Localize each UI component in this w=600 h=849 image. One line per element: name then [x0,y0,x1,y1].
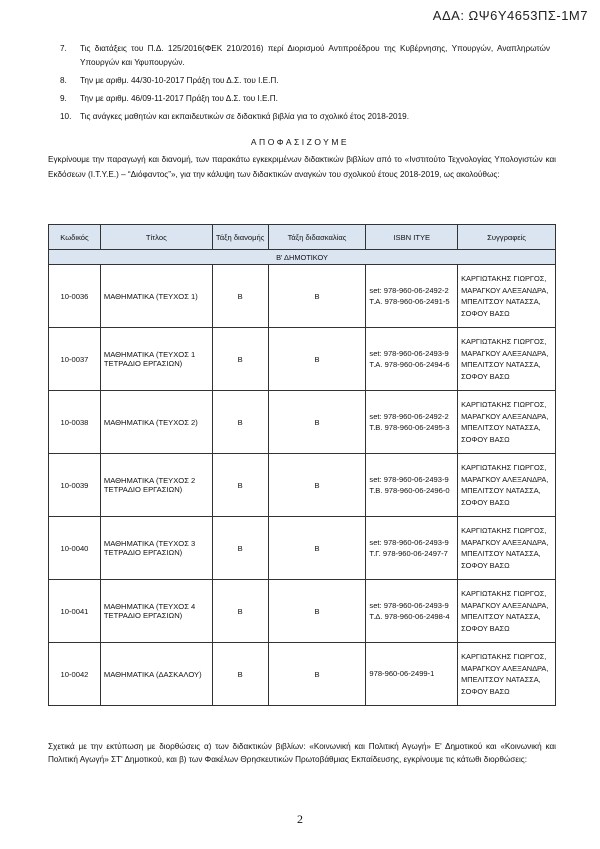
item-number: 7. [60,44,67,53]
header-title: Τίτλος [100,225,212,250]
cell-code: 10-0039 [49,454,101,517]
header-code: Κωδικός [49,225,101,250]
cell-dist: Β [212,265,268,328]
item-number: 10. [60,112,72,121]
header-isbn: ISBN ΙΤΥΕ [366,225,458,250]
cell-isbn: set: 978-960-06-2493-9 Τ.Α. 978-960-06-2494-6 [366,328,458,391]
header-teach-class: Τάξη διδασκαλίας [268,225,366,250]
cell-authors: ΚΑΡΓΙΩΤΑΚΗΣ ΓΙΩΡΓΟΣ, ΜΑΡΑΓΚΟΥ ΑΛΕΞΑΝΔΡΑ, ΜΠΕΛΙΤΣΟΥ ΝΑΤΑΣΣΑ, ΣΟΦΟΥ ΒΑΣΩ [458,265,556,328]
section-row [49,250,556,265]
cell-code: 10-0036 [49,265,101,328]
cell-teach: Β [268,391,366,454]
books-table [48,224,556,706]
cell-isbn: set: 978-960-06-2493-9 Τ.Γ. 978-960-06-2497-7 [366,517,458,580]
cell-code: 10-0040 [49,517,101,580]
item-text: Την με αριθμ. 44/30-10-2017 Πράξη του Δ.Σ. του Ι.Ε.Π. [80,76,279,85]
table-row [49,328,556,391]
cell-authors: ΚΑΡΓΙΩΤΑΚΗΣ ΓΙΩΡΓΟΣ, ΜΑΡΑΓΚΟΥ ΑΛΕΞΑΝΔΡΑ, ΜΠΕΛΙΤΣΟΥ ΝΑΤΑΣΣΑ, ΣΟΦΟΥ ΒΑΣΩ [458,391,556,454]
cell-teach: Β [268,454,366,517]
cell-code: 10-0038 [49,391,101,454]
cell-isbn: set: 978-960-06-2493-9 Τ.Δ. 978-960-06-2498-4 [366,580,458,643]
cell-authors: ΚΑΡΓΙΩΤΑΚΗΣ ΓΙΩΡΓΟΣ, ΜΑΡΑΓΚΟΥ ΑΛΕΞΑΝΔΡΑ, ΜΠΕΛΙΤΣΟΥ ΝΑΤΑΣΣΑ, ΣΟΦΟΥ ΒΑΣΩ [458,454,556,517]
cell-title: ΜΑΘΗΜΑΤΙΚΑ (ΤΕΥΧΟΣ 2) [100,391,212,454]
list-item [60,110,550,124]
cell-code: 10-0037 [49,328,101,391]
cell-title: ΜΑΘΗΜΑΤΙΚΑ (ΤΕΥΧΟΣ 3 ΤΕΤΡΑΔΙΟ ΕΡΓΑΣΙΩΝ) [100,517,212,580]
item-text: Τις διατάξεις του Π.Δ. 125/2016(ΦΕΚ 210/2016) περί Διορισμού Αντιπροέδρου της Κυβέρνησης, Υπουργών, Αναπληρωτών Υπουργών και Υφυπουργών. [80,44,550,67]
cell-teach: Β [268,328,366,391]
table-row [49,454,556,517]
cell-dist: Β [212,580,268,643]
cell-isbn: set: 978-960-06-2493-9 Τ.Β. 978-960-06-2496-0 [366,454,458,517]
item-text: Την με αριθμ. 46/09-11-2017 Πράξη του Δ.Σ. του Ι.Ε.Π. [80,94,278,103]
cell-code: 10-0041 [49,580,101,643]
ada-code: ΑΔΑ: ΩΨ6Υ4653ΠΣ-1Μ7 [432,8,588,23]
cell-title: ΜΑΘΗΜΑΤΙΚΑ (ΤΕΥΧΟΣ 1 ΤΕΤΡΑΔΙΟ ΕΡΓΑΣΙΩΝ) [100,328,212,391]
list-item [60,42,550,70]
item-text: Τις ανάγκες μαθητών και εκπαιδευτικών σε διδακτικά βιβλία για το σχολικό έτος 2018-2019. [80,112,409,121]
cell-isbn: 978-960-06-2499-1 [366,643,458,706]
header-authors: Συγγραφείς [458,225,556,250]
table-row [49,580,556,643]
header-dist-class: Τάξη διανομής [212,225,268,250]
cell-isbn: set: 978-960-06-2492-2 Τ.Α. 978-960-06-2491-5 [366,265,458,328]
table-row [49,265,556,328]
table-row [49,391,556,454]
cell-isbn: set: 978-960-06-2492-2 Τ.Β. 978-960-06-2495-3 [366,391,458,454]
table-row [49,517,556,580]
cell-authors: ΚΑΡΓΙΩΤΑΚΗΣ ΓΙΩΡΓΟΣ, ΜΑΡΑΓΚΟΥ ΑΛΕΞΑΝΔΡΑ, ΜΠΕΛΙΤΣΟΥ ΝΑΤΑΣΣΑ, ΣΟΦΟΥ ΒΑΣΩ [458,580,556,643]
item-number: 8. [60,76,67,85]
page-number: 2 [297,812,303,826]
list-item [60,74,550,88]
cell-authors: ΚΑΡΓΙΩΤΑΚΗΣ ΓΙΩΡΓΟΣ, ΜΑΡΑΓΚΟΥ ΑΛΕΞΑΝΔΡΑ, ΜΠΕΛΙΤΣΟΥ ΝΑΤΑΣΣΑ, ΣΟΦΟΥ ΒΑΣΩ [458,517,556,580]
decision-heading: ΑΠΟΦΑΣΙΖΟΥΜΕ [250,137,350,147]
section-label: Β' ΔΗΜΟΤΙΚΟΥ [49,250,556,265]
table-row [49,643,556,706]
cell-dist: Β [212,328,268,391]
cell-teach: Β [268,643,366,706]
cell-title: ΜΑΘΗΜΑΤΙΚΑ (ΤΕΥΧΟΣ 4 ΤΕΤΡΑΔΙΟ ΕΡΓΑΣΙΩΝ) [100,580,212,643]
cell-dist: Β [212,454,268,517]
cell-title: ΜΑΘΗΜΑΤΙΚΑ (ΤΕΥΧΟΣ 1) [100,265,212,328]
cell-dist: Β [212,643,268,706]
cell-dist: Β [212,517,268,580]
list-item [60,92,550,106]
table-header-row [49,225,556,250]
cell-authors: ΚΑΡΓΙΩΤΑΚΗΣ ΓΙΩΡΓΟΣ, ΜΑΡΑΓΚΟΥ ΑΛΕΞΑΝΔΡΑ, ΜΠΕΛΙΤΣΟΥ ΝΑΤΑΣΣΑ, ΣΟΦΟΥ ΒΑΣΩ [458,328,556,391]
cell-code: 10-0042 [49,643,101,706]
cell-dist: Β [212,391,268,454]
item-number: 9. [60,94,67,103]
cell-title: ΜΑΘΗΜΑΤΙΚΑ (ΔΑΣΚΑΛΟΥ) [100,643,212,706]
cell-teach: Β [268,265,366,328]
outro-paragraph: Σχετικά με την εκτύπωση με διορθώσεις α) των διδακτικών βιβλίων: «Κοινωνική και Πολιτική Αγωγή» Ε' Δημοτικού και «Κοινωνική και Πολιτική Αγωγή» ΣΤ' Δημοτικού, και β) των Φακέλων Θρησκευτικών Πρωτοβάθμιας Εκπαίδευσης, εγκρίνουμε τις κάτωθι διορθώσεις: [48,742,556,764]
cell-teach: Β [268,517,366,580]
intro-paragraph: Εγκρίνουμε την παραγωγή και διανομή, των παρακάτω εγκεκριμένων διδακτικών βιβλίων από το «Ινστιτούτο Τεχνολογίας Υπολογιστών και Εκδόσεων (Ι.Τ.Υ.Ε.) – “Διόφαντος”», για την κάλυψη των διδακτικών αναγκών του σχολικού έτους 2018-2019, ως ακολούθως: [48,155,556,179]
cell-teach: Β [268,580,366,643]
considerations-list [60,42,550,128]
cell-authors: ΚΑΡΓΙΩΤΑΚΗΣ ΓΙΩΡΓΟΣ, ΜΑΡΑΓΚΟΥ ΑΛΕΞΑΝΔΡΑ, ΜΠΕΛΙΤΣΟΥ ΝΑΤΑΣΣΑ, ΣΟΦΟΥ ΒΑΣΩ [458,643,556,706]
cell-title: ΜΑΘΗΜΑΤΙΚΑ (ΤΕΥΧΟΣ 2 ΤΕΤΡΑΔΙΟ ΕΡΓΑΣΙΩΝ) [100,454,212,517]
